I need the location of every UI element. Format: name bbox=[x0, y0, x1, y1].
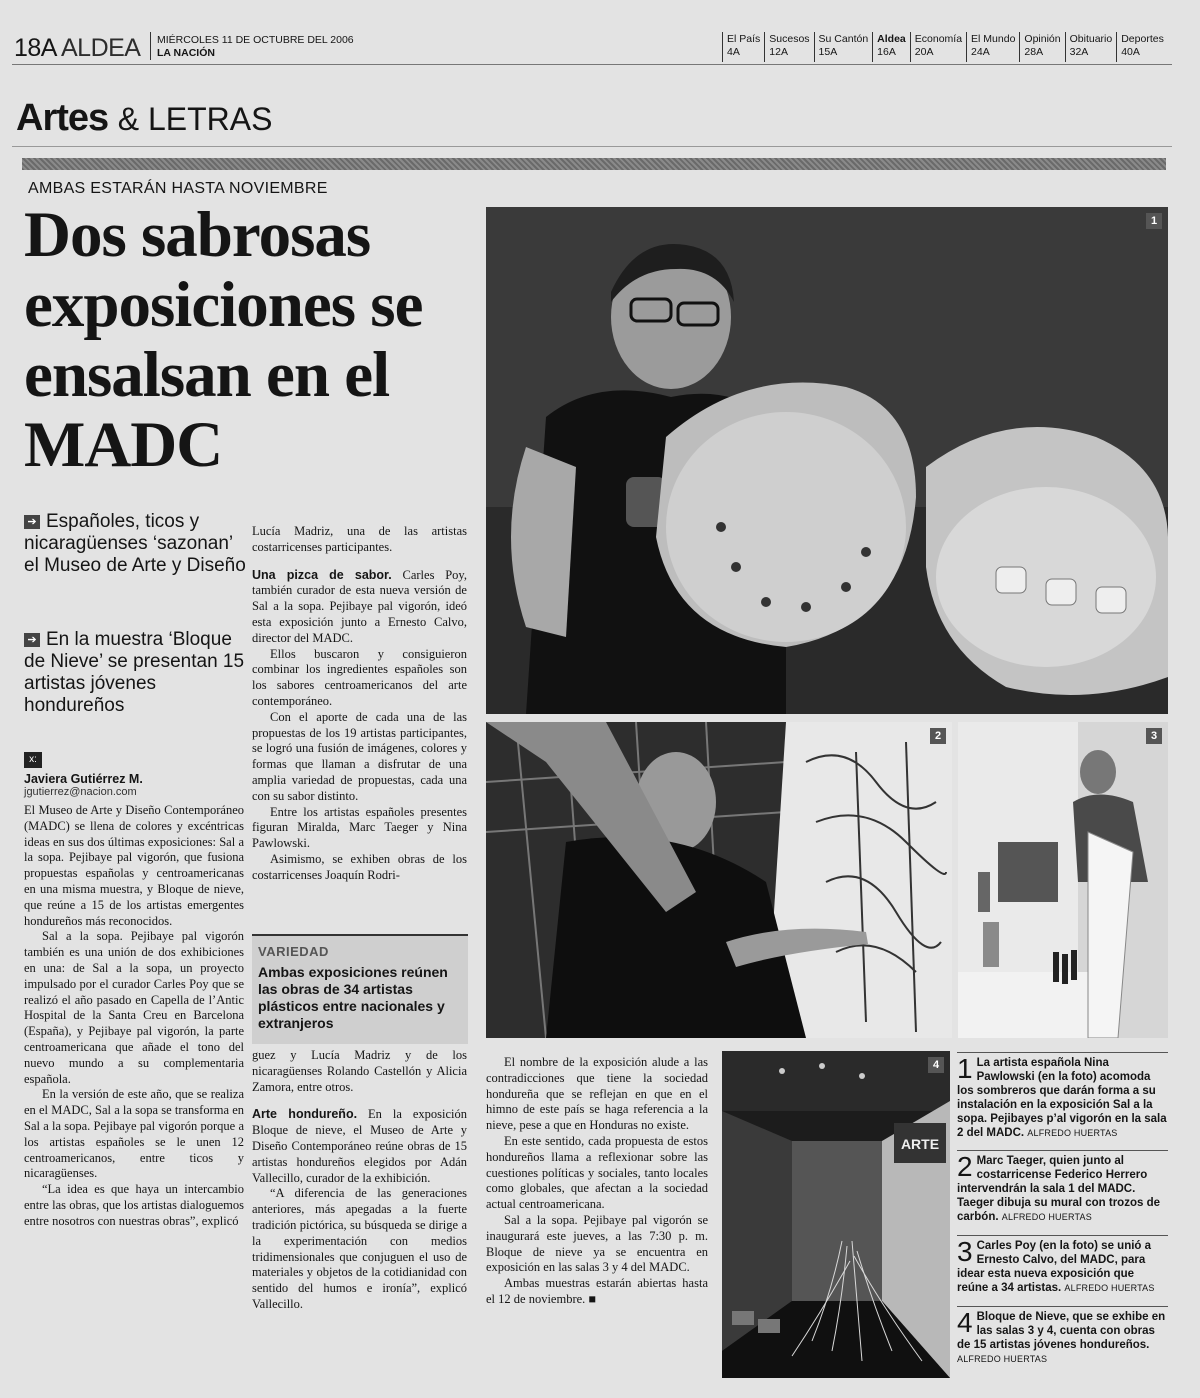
caption-number: 1 bbox=[957, 1053, 973, 1084]
photo-number: 4 bbox=[928, 1057, 944, 1073]
summary-bullet: ➔ Españoles, ticos y nicaragüenses ‘sazonan’ el Museo de Arte y Diseño bbox=[24, 511, 246, 576]
paragraph: Sal a la sopa. Pejibaye pal vigorón se inaugurará este jueves, a las 7:30 p. m. Bloque de nieve ya se encuentra en exposición en las salas 3 y 4 del MADC. bbox=[486, 1212, 708, 1275]
photo-number: 2 bbox=[930, 728, 946, 744]
subheading: Arte hondureño. bbox=[252, 1107, 358, 1122]
section-index-item: Opinión 28A bbox=[1019, 32, 1064, 62]
author-name: Javiera Gutiérrez M. bbox=[24, 772, 143, 786]
photo-caption: 4 Bloque de Nieve, que se exhibe en las salas 3 y 4, cuenta con obras de 15 artistas jóvenes hondureños. ALFREDO HUERTAS bbox=[957, 1307, 1166, 1364]
article-column-2-bottom bbox=[252, 1048, 467, 1313]
caption-number: 2 bbox=[957, 1151, 973, 1182]
issue-date-block bbox=[157, 34, 354, 60]
arrow-icon: ➔ bbox=[24, 515, 40, 529]
pull-quote-kicker: VARIEDAD bbox=[258, 944, 329, 959]
article-kicker: AMBAS ESTARÁN HASTA NOVIEMBRE bbox=[28, 180, 328, 197]
summary-bullet: ➔ En la muestra ‘Bloque de Nieve’ se presentan 15 artistas jóvenes hondureños bbox=[24, 629, 245, 716]
article-headline: Dos sabrosas exposiciones se ensalsan en el MADC bbox=[24, 199, 423, 481]
paragraph: guez y Lucía Madriz y de los nicaragüenses Rolando Castellón y Alicia Zamora, entre otros. bbox=[252, 1048, 467, 1094]
paragraph: Sal a la sopa. Pejibaye pal vigorón también es una unión de dos exhibiciones en una: de Sal a la sopa, un proyecto impulsado por el curador Carles Poy que se realizó el año pasado en Capella de l’Antic Hospital de la Santa Creu en Barcelona (España), y Pejibaye pal vigorón, la parte centroamericana que añade el tono del nuevo mundo a su complementaria española. bbox=[24, 929, 244, 1086]
photo-credit: ALFREDO HUERTAS bbox=[1064, 1283, 1155, 1293]
page-number bbox=[14, 34, 140, 63]
photo-artist-drawing-mural bbox=[486, 722, 952, 1038]
photo-number: 1 bbox=[1146, 213, 1162, 229]
rubric-bold: Artes bbox=[16, 97, 109, 139]
section-index-item: Deportes 40A bbox=[1116, 32, 1168, 62]
caption-number: 3 bbox=[957, 1236, 973, 1267]
byline bbox=[24, 752, 249, 798]
photo-curator-at-gallery bbox=[958, 722, 1168, 1038]
paragraph: Entre los artistas españoles presentes figuran Miralda, Marc Taeger y Nina Pawlowski. bbox=[252, 804, 467, 851]
section-index-item: Obituario 32A bbox=[1065, 32, 1117, 62]
section-rubric bbox=[16, 96, 272, 141]
section-index-item: El Mundo 24A bbox=[966, 32, 1019, 62]
photo-artist-with-hats bbox=[486, 207, 1168, 714]
article-column-2-top bbox=[252, 524, 467, 884]
caption-rule bbox=[957, 1052, 1168, 1053]
section-index-item: El País 4A bbox=[722, 32, 764, 62]
section-index-item: Economía 20A bbox=[910, 32, 966, 62]
sections-index bbox=[722, 32, 1168, 62]
article-column-1 bbox=[24, 803, 244, 1230]
paragraph: Asimismo, se exhiben obras de los costarricenses Joaquín Rodri- bbox=[252, 851, 467, 882]
gallery-sign-text: ARTE bbox=[900, 1136, 940, 1152]
paragraph: En la versión de este año, que se realiza en el MADC, Sal a la sopa se transforma en Sal a la sopa. Pejibaye pal vigorón porque a los artistas españoles se le unen 12 centroamericanos, entre ticos y nicaragüenses. bbox=[24, 1087, 244, 1181]
paragraph: En este sentido, cada propuesta de estos hondureños llama a reflexionar sobre las cuestiones políticas y sociales, tanto locales como globales, que afectan a la sociedad actual centroamericana. bbox=[486, 1133, 708, 1212]
photo-credit: ALFREDO HUERTAS bbox=[957, 1354, 1048, 1364]
section-index-item: Sucesos 12A bbox=[764, 32, 813, 62]
photo-credit: ALFREDO HUERTAS bbox=[1027, 1128, 1118, 1138]
photo-gallery-room bbox=[722, 1051, 950, 1378]
photo-caption: 1 La artista española Nina Pawlowski (en la foto) acomoda los sombreros que darán forma a su instalación en la exposición Sal a la sopa. Pejibayes p’al vigorón en la sala 2 del MADC. ALFREDO HUERTAS bbox=[957, 1053, 1167, 1139]
paragraph: “A diferencia de las generaciones anteriores, más apegadas a la fuerte tradición pictórica, su búsqueda se dirige a la experimentación con medios tridimensionales que conjuguen el uso de materiales y objetos de la cotidianidad con sentido del humos e ironía”, explicó Vallecillo. bbox=[252, 1186, 467, 1311]
photo-caption: 3 Carles Poy (en la foto) se unió a Ernesto Calvo, del MADC, para idear esta nueva exposición que reúne a 34 artistas. ALFREDO HUERTAS bbox=[957, 1236, 1155, 1294]
page-number-text: 18A bbox=[14, 34, 57, 62]
caption-number: 4 bbox=[957, 1307, 973, 1338]
newspaper-name: LA NACIÓN bbox=[157, 47, 215, 59]
header-divider bbox=[150, 32, 151, 60]
paragraph: Con el aporte de cada una de las propuestas de los 19 artistas participantes, se logró una fusión de imágenes, colores y formas que llaman a disfrutar de una amplia variedad de propuestas, cada una con su sabor distinto. bbox=[252, 709, 467, 803]
paragraph: Arte hondureño. En la exposición Bloque de nieve, el Museo de Arte y Diseño Contemporáneo reúne obras de 15 artistas hondureños elegidos por Adán Vallecillo, curador de la exhibición. bbox=[252, 1107, 468, 1185]
rubric-rule bbox=[12, 146, 1172, 147]
caption-rule bbox=[957, 1235, 1168, 1236]
photo-caption: 2 Marc Taeger, quien junto al costarricense Federico Herrero intervendrán la sala 1 del MADC. Taeger dibuja su mural con trozos de carbón. ALFREDO HUERTAS bbox=[957, 1151, 1160, 1223]
section-index-item-current: Aldea 16A bbox=[872, 32, 910, 62]
paragraph: Lucía Madriz, una de las artistas costarricenses participantes. bbox=[252, 524, 467, 554]
caption-rule bbox=[957, 1150, 1168, 1151]
pull-quote-text: Ambas exposiciones reúnen las obras de 34 artistas plásticos entre nacionales y extranjeros bbox=[258, 964, 448, 1031]
rubric-light: & LETRAS bbox=[117, 101, 273, 137]
paragraph: El nombre de la exposición alude a las contradicciones que tiene la sociedad hondureña que se reflejan en que en el himno de este país se haga referencia a la nieve, pese a que en Honduras no existe. bbox=[486, 1055, 708, 1133]
pull-quote-box bbox=[252, 934, 468, 1044]
issue-date: MIÉRCOLES 11 DE OCTUBRE DEL 2006 bbox=[157, 34, 354, 46]
photo-credit: ALFREDO HUERTAS bbox=[1001, 1212, 1092, 1222]
paragraph: El Museo de Arte y Diseño Contemporáneo (MADC) se llena de colores y excéntricas ideas en sus dos últimas exposiciones: Sal a la sopa. Pejibaye pal vigorón, que fusiona propuestas españolas y centroamericanas en una misma muestra, y Bloque de nieve, que reúne a 15 de los artistas emergentes hondureños más reconocidos. bbox=[24, 803, 244, 928]
author-icon: x: bbox=[24, 752, 42, 768]
paragraph: Una pizca de sabor. Carles Poy, también curador de esta nueva versión de Sal a la sopa. Pejibaye pal vigorón, ideó esta exposición junto a Ernesto Calvo, director del MADC. bbox=[252, 567, 467, 645]
section-name: ALDEA bbox=[60, 34, 141, 62]
arrow-icon: ➔ bbox=[24, 633, 40, 647]
subheading: Una pizca de sabor. bbox=[252, 567, 392, 582]
caption-rule bbox=[957, 1306, 1168, 1307]
paragraph: Ellos buscaron y consiguieron combinar los ingredientes españoles son los sabores centroamericanos del arte contemporáneo. bbox=[252, 646, 467, 708]
author-email[interactable]: jgutierrez@nacion.com bbox=[24, 786, 137, 798]
photo-number: 3 bbox=[1146, 728, 1162, 744]
header-rule bbox=[12, 64, 1172, 65]
article-column-3 bbox=[486, 1055, 708, 1308]
section-index-item: Su Cantón 15A bbox=[814, 32, 873, 62]
paragraph: “La idea es que haya un intercambio entre las obras, que los artistas dialoguemos entre nosotros con nuestras obras”, explicó bbox=[24, 1182, 244, 1228]
paragraph: Ambas muestras estarán abiertas hasta el 12 de noviembre. ■ bbox=[486, 1276, 708, 1306]
article-top-bar bbox=[22, 158, 1166, 170]
